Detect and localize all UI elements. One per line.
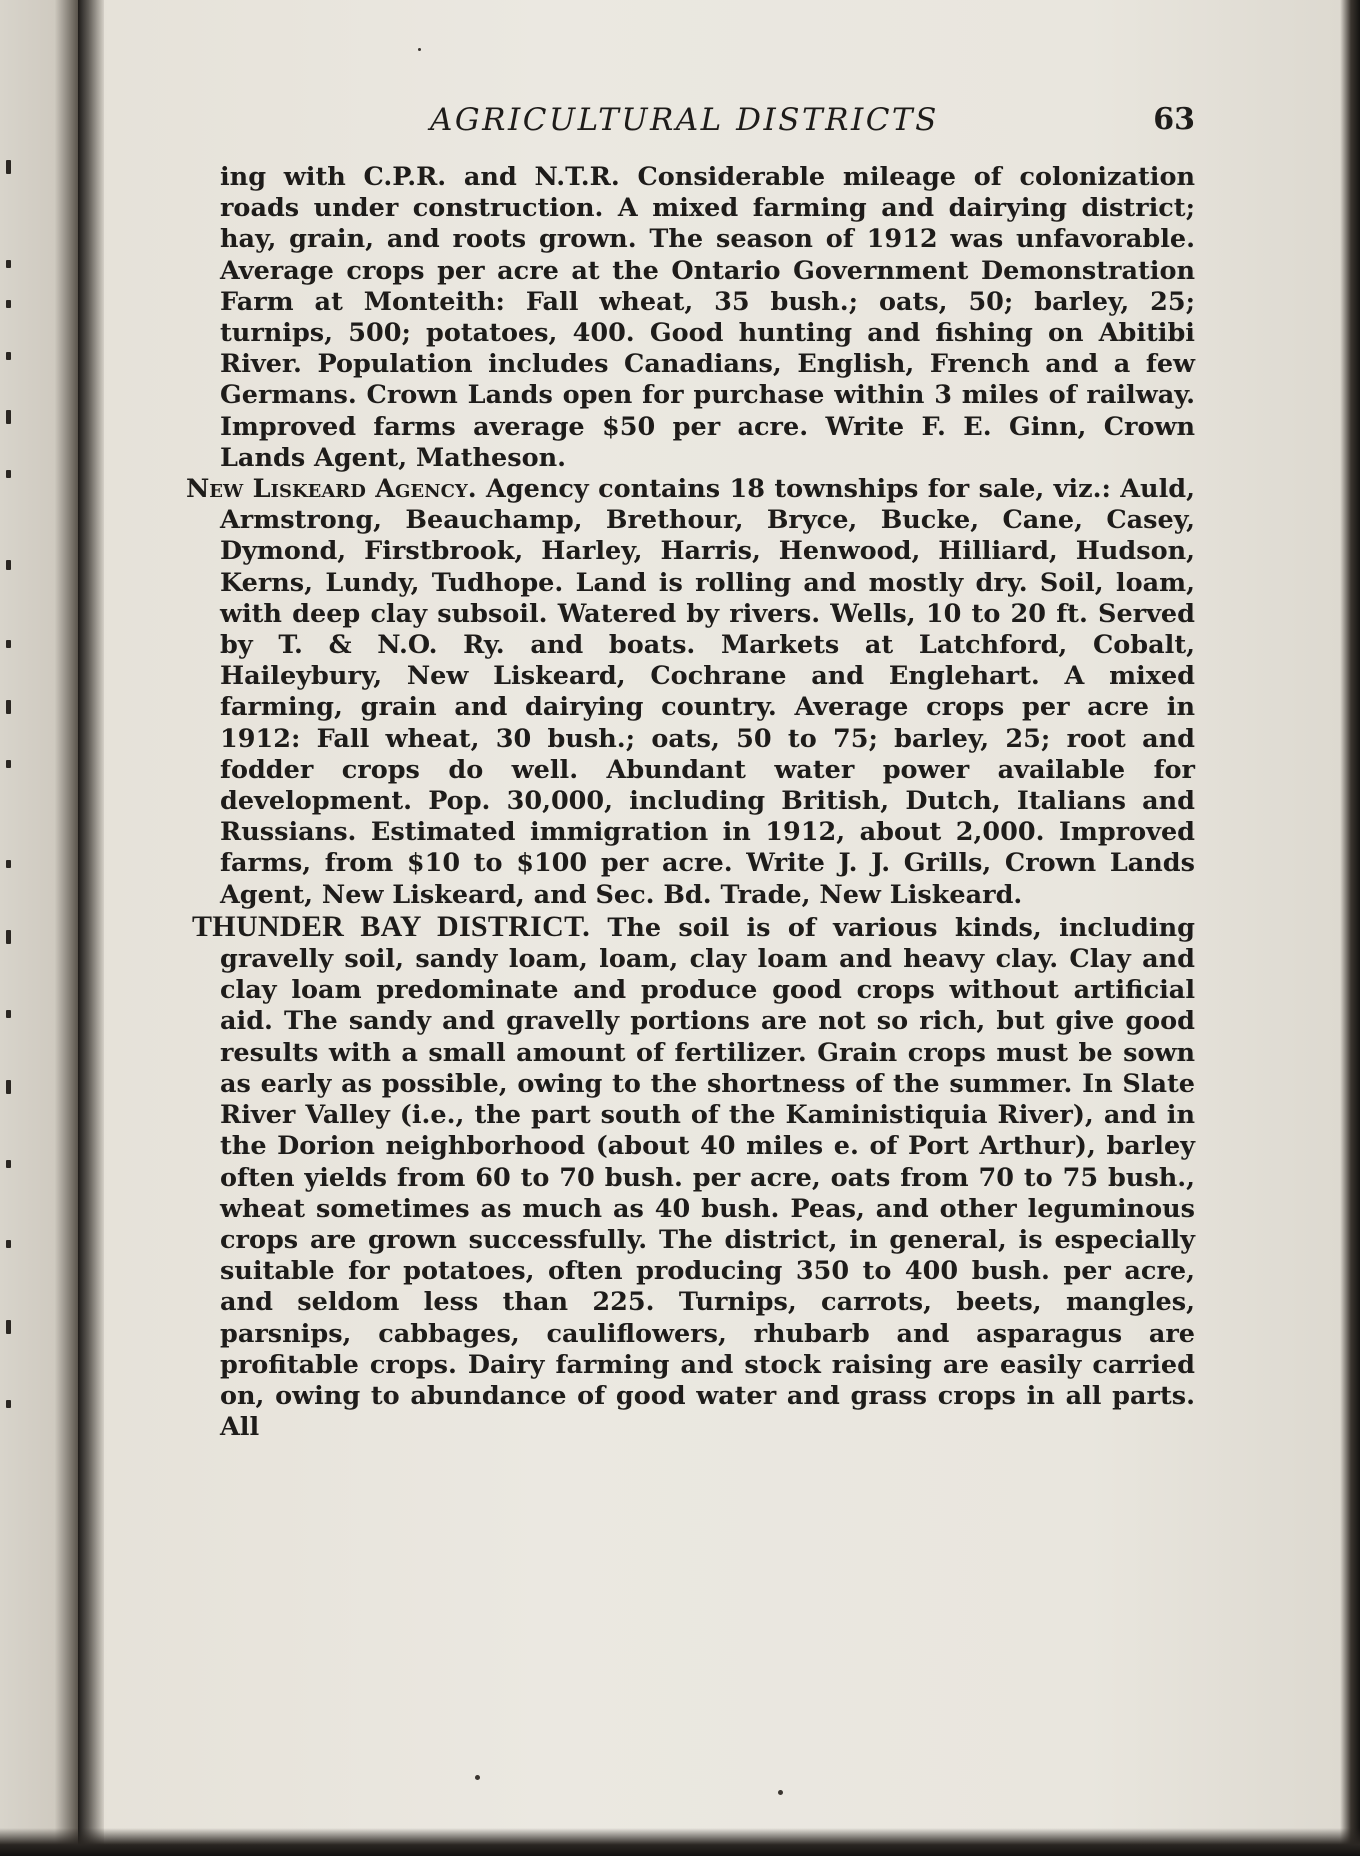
bleed-mark: [6, 470, 11, 478]
page-edge-right: [1340, 0, 1360, 1856]
adjacent-page-strip: [0, 0, 78, 1856]
page-edge-bottom: [0, 1828, 1360, 1856]
running-head: [220, 96, 1195, 148]
bleed-mark: [6, 1010, 11, 1018]
paragraph-continuation: [220, 162, 1195, 474]
entry-heading: THUNDER BAY DISTRICT.: [192, 909, 591, 943]
gutter-shadow: [78, 0, 104, 1856]
bleed-mark: [6, 1400, 11, 1408]
bleed-mark: [6, 930, 11, 944]
paragraph-thunder-bay-district: [192, 911, 1195, 1443]
page-content: [186, 96, 1195, 1443]
entry-heading: New Liskeard Agency.: [186, 474, 477, 505]
bleed-mark: [6, 1080, 11, 1094]
page-number: 63: [1153, 102, 1195, 137]
body-text: [186, 162, 1195, 1443]
bleed-mark: [6, 700, 11, 714]
bleed-mark: [6, 1160, 11, 1168]
bleed-mark: [6, 160, 11, 174]
bleed-mark: [6, 1320, 11, 1334]
speck: [778, 1790, 783, 1795]
bleed-mark: [6, 640, 11, 648]
paragraph-text: Agency contains 18 townships for sale, viz.: Auld, Armstrong, Beauchamp, Brethour, Bryce, Bucke, Cane, Casey, Dymond, Firstbrook, Harley, Harris, Henwood, Hilliard, Hudson, Kerns, Lundy, Tudhope. Land is rolling and mostly dry. Soil, loam, with deep clay subsoil. Watered by rivers. Wells, 10 to 20 ft. Served by T. & N.O. Ry. and boats. Markets at Latchford, Cobalt, Haileybury, New Liskeard, Cochrane and Englehart. A mixed farming, grain and dairying country. Average crops per acre in 1912: Fall wheat, 30 bush.; oats, 50 to 75; barley, 25; root and fodder crops do well. Abundant water power available for development. Pop. 30,000, including British, Dutch, Italians and Russians. Estimated immigration in 1912, about 2,000. Improved farms, from $10 to $100 per acre. Write J. J. Grills, Crown Lands Agent, New Liskeard, and Sec. Bd. Trade, New Liskeard.: [220, 474, 1195, 910]
paragraph-new-liskeard-agency: [186, 474, 1195, 911]
bleed-mark: [6, 560, 11, 570]
bleed-mark: [6, 1240, 11, 1248]
bleed-mark: [6, 410, 11, 424]
bleed-mark: [6, 260, 11, 268]
bleed-mark: [6, 352, 11, 360]
bleed-mark: [6, 300, 11, 308]
speck: [418, 48, 421, 51]
speck: [475, 1775, 480, 1780]
bleed-mark: [6, 760, 11, 768]
paragraph-text: The soil is of various kinds, including gravelly soil, sandy loam, loam, clay loam and heavy clay. Clay and clay loam predominate and produce good crops without artificial aid. The sandy and gravelly portions are not so rich, but give good results with a small amount of fertilizer. Grain crops must be sown as early as possible, owing to the shortness of the summer. In Slate River Valley (i.e., the part south of the Kaministiquia River), and in the Dorion neighborhood (about 40 miles e. of Port Arthur), barley often yields from 60 to 70 bush. per acre, oats from 70 to 75 bush., wheat sometimes as much as 40 bush. Peas, and other leguminous crops are grown successfully. The district, in general, is especially suitable for potatoes, often producing 350 to 400 bush. per acre, and seldom less than 225. Turnips, carrots, beets, mangles, parsnips, cabbages, cauliflowers, rhubarb and asparagus are profitable crops. Dairy farming and stock raising are easily carried on, owing to abundance of good water and grass crops in all parts. All: [220, 912, 1195, 1443]
running-title: AGRICULTURAL DISTRICTS: [430, 102, 939, 138]
bleed-mark: [6, 860, 11, 868]
paragraph-text: ing with C.P.R. and N.T.R. Considerable mileage of colonization roads under construction. A mixed farming and dairying district; hay, grain, and roots grown. The season of 1912 was unfavorable. Average crops per acre at the Ontario Government Demonstration Farm at Monteith: Fall wheat, 35 bush.; oats, 50; barley, 25; turnips, 500; potatoes, 400. Good hunting and fishing on Abitibi River. Population includes Canadians, English, French and a few Germans. Crown Lands open for purchase within 3 miles of railway. Improved farms average $50 per acre. Write F. E. Ginn, Crown Lands Agent, Matheson.: [220, 162, 1195, 473]
